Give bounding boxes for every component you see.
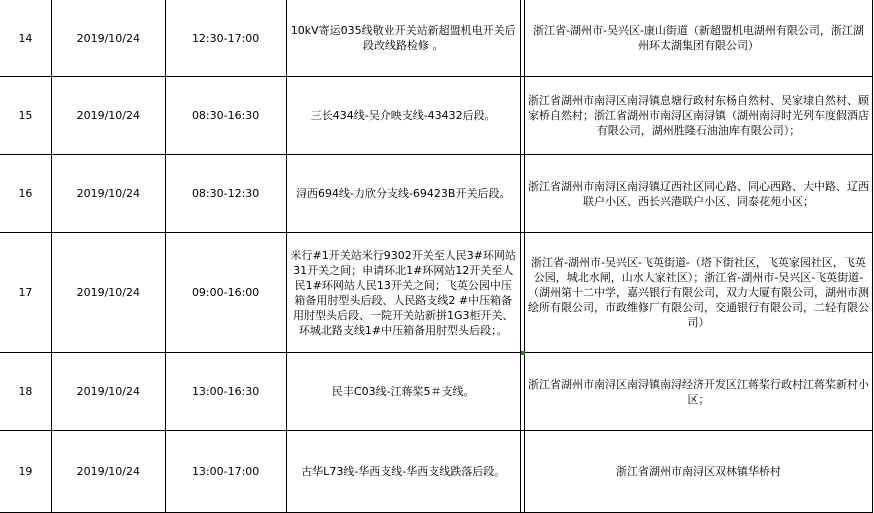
cell-date[interactable]: 2019/10/24 [51, 0, 165, 77]
table-row [0, 155, 873, 233]
cell-sequence[interactable]: 17 [0, 233, 51, 353]
cell-line-section[interactable]: 浔西694线-力欣分支线-69423B开关后段。 [286, 155, 520, 233]
cell-time-window[interactable]: 13:00-16:30 [165, 353, 286, 431]
cell-sequence[interactable]: 18 [0, 353, 51, 431]
cell-affected-area[interactable]: 浙江省湖州市南浔区南浔镇南浔经济开发区江蒋桨行政村江蒋桨新村小区； [524, 353, 872, 431]
cell-date[interactable]: 2019/10/24 [51, 233, 165, 353]
cell-line-section[interactable]: 10kV寄运035线敬业开关站新超盟机电开关后段改线路检修 。 [286, 0, 520, 77]
cell-affected-area[interactable]: 浙江省-湖州市-吴兴区-康山街道（新超盟机电湖州有限公司，浙江湖州环太湖集团有限公司） [524, 0, 872, 77]
cell-affected-area[interactable]: 浙江省-湖州市-吴兴区-飞英街道-（塔下街社区，飞英家园社区，飞英公园，城北水闸，山水人家社区）；浙江省-湖州市-吴兴区-飞英街道-（湖州第十二中学，嘉兴银行有限公司，双力大厦有限公司，湖州市测绘所有限公司，市政维修厂有限公司，交通银行有限公司，二轻有限公司） [524, 233, 872, 353]
table-row [0, 431, 873, 513]
table-row [0, 0, 873, 77]
cell-sequence[interactable]: 16 [0, 155, 51, 233]
table-row [0, 233, 873, 353]
cell-date[interactable]: 2019/10/24 [51, 155, 165, 233]
table-row [0, 353, 873, 431]
cell-affected-area[interactable]: 浙江省湖州市南浔区双林镇华桥村 [524, 431, 872, 513]
cell-sequence[interactable]: 15 [0, 77, 51, 155]
cell-time-window[interactable]: 09:00-16:00 [165, 233, 286, 353]
cell-date[interactable]: 2019/10/24 [51, 431, 165, 513]
cell-time-window[interactable]: 12:30-17:00 [165, 0, 286, 77]
cell-affected-area[interactable]: 浙江省湖州市南浔区南浔镇辽西社区同心路、同心西路、大中路、辽西联户小区、西长兴港联户小区、同泰花苑小区； [524, 155, 872, 233]
cell-sequence[interactable]: 19 [0, 431, 51, 513]
cell-date[interactable]: 2019/10/24 [51, 353, 165, 431]
cell-time-window[interactable]: 13:00-17:00 [165, 431, 286, 513]
cell-sequence[interactable]: 14 [0, 0, 51, 77]
cell-affected-area[interactable]: 浙江省湖州市南浔区南浔镇息塘行政村东杨自然村、吴家埭自然村、顾家桥自然村；浙江省湖州市南浔区南浔镇（湖州南浔时光列车度假酒店有限公司，湖州胜隆石油油库有限公司）； [524, 77, 872, 155]
cell-line-section[interactable]: 三长434线-吴介映支线-43432后段。 [286, 77, 520, 155]
cell-line-section[interactable]: 米行#1开关站米行9302开关至人民3#环网站31开关之间；申请环北1#环网站12开关至人民1#环网站人民13开关之间；飞英公园中压箱备用肘型头后段、人民路支线2 #中压箱备用肘型头后段、一院开关站新拼1G3柜开关、环城北路支线1#中压箱备用肘型头后段；。 [286, 233, 520, 353]
cell-line-section[interactable]: 古华L73线-华西支线-华西支线跌落后段。 [286, 431, 520, 513]
cell-line-section[interactable]: 民丰C03线-江蒋桨5＃支线。 [286, 353, 520, 431]
cell-time-window[interactable]: 08:30-12:30 [165, 155, 286, 233]
cell-date[interactable]: 2019/10/24 [51, 77, 165, 155]
table-row [0, 77, 873, 155]
fill-handle[interactable] [521, 351, 525, 355]
cell-time-window[interactable]: 08:30-16:30 [165, 77, 286, 155]
